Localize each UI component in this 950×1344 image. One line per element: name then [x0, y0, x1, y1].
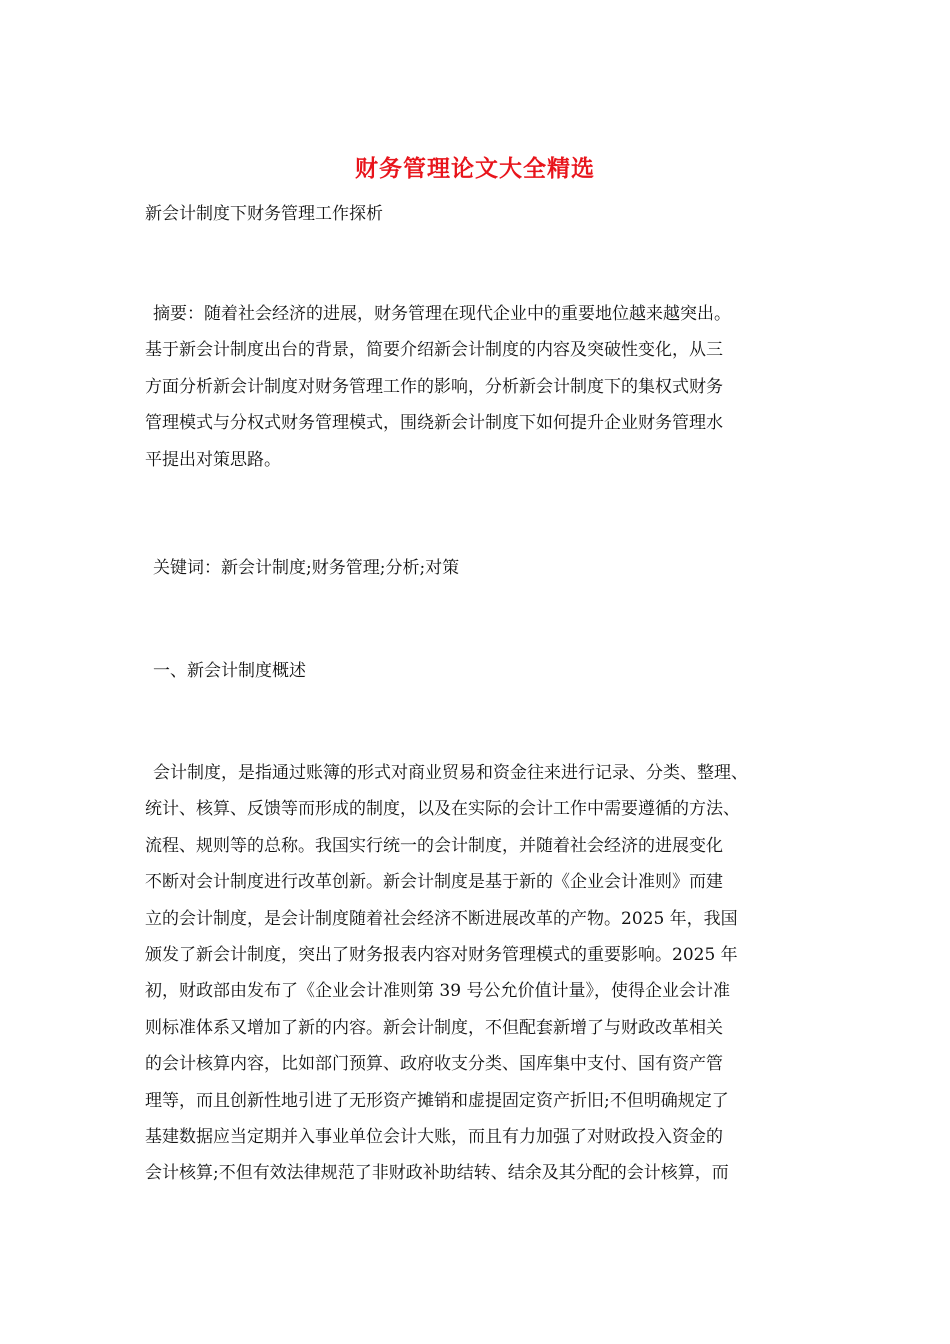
section-heading	[145, 653, 815, 689]
abstract-line: 平提出对策思路。	[145, 449, 281, 470]
body-line: 流程、规则等的总称。我国实行统一的会计制度，并随着社会经济的进展变化	[145, 835, 723, 856]
abstract-paragraph	[145, 296, 815, 478]
body-line: 统计、核算、反馈等而形成的制度，以及在实际的会计工作中需要遵循的方法、	[145, 799, 740, 820]
document-subtitle: 新会计制度下财务管理工作探析	[145, 204, 383, 224]
body-line: 颁发了新会计制度，突出了财务报表内容对财务管理模式的重要影响。2025 年	[145, 945, 738, 966]
keywords-paragraph	[145, 550, 815, 586]
section-heading-text: 一、新会计制度概述	[153, 661, 306, 681]
body-line: 立的会计制度，是会计制度随着社会经济不断进展改革的产物。2025 年，我国	[145, 908, 738, 929]
abstract-line: 摘要：随着社会经济的进展，财务管理在现代企业中的重要地位越来越突出。	[153, 304, 731, 324]
abstract-line: 基于新会计制度出台的背景，简要介绍新会计制度的内容及突破性变化，从三	[145, 340, 723, 361]
body-line: 不断对会计制度进行改革创新。新会计制度是基于新的《企业会计准则》而建	[145, 872, 723, 893]
document-title: 财务管理论文大全精选	[355, 155, 595, 182]
body-paragraph	[145, 755, 815, 1192]
body-line: 的会计核算内容，比如部门预算、政府收支分类、国库集中支付、国有资产管	[145, 1054, 723, 1075]
body-line: 则标准体系又增加了新的内容。新会计制度，不但配套新增了与财政改革相关	[145, 1017, 723, 1038]
abstract-line: 管理模式与分权式财务管理模式，围绕新会计制度下如何提升企业财务管理水	[145, 413, 723, 434]
body-line: 会计核算;不但有效法律规范了非财政补助结转、结余及其分配的会计核算，而	[145, 1163, 729, 1184]
abstract-line: 方面分析新会计制度对财务管理工作的影响，分析新会计制度下的集权式财务	[145, 376, 723, 397]
keywords-line: 关键词：新会计制度;财务管理;分析;对策	[153, 558, 460, 578]
body-line: 会计制度，是指通过账簿的形式对商业贸易和资金往来进行记录、分类、整理、	[153, 763, 748, 783]
body-line: 初，财政部由发布了《企业会计准则第 39 号公允价值计量》，使得企业会计准	[145, 981, 730, 1002]
body-line: 理等，而且创新性地引进了无形资产摊销和虚提固定资产折旧;不但明确规定了	[145, 1090, 729, 1111]
body-line: 基建数据应当定期并入事业单位会计大账，而且有力加强了对财政投入资金的	[145, 1127, 723, 1148]
